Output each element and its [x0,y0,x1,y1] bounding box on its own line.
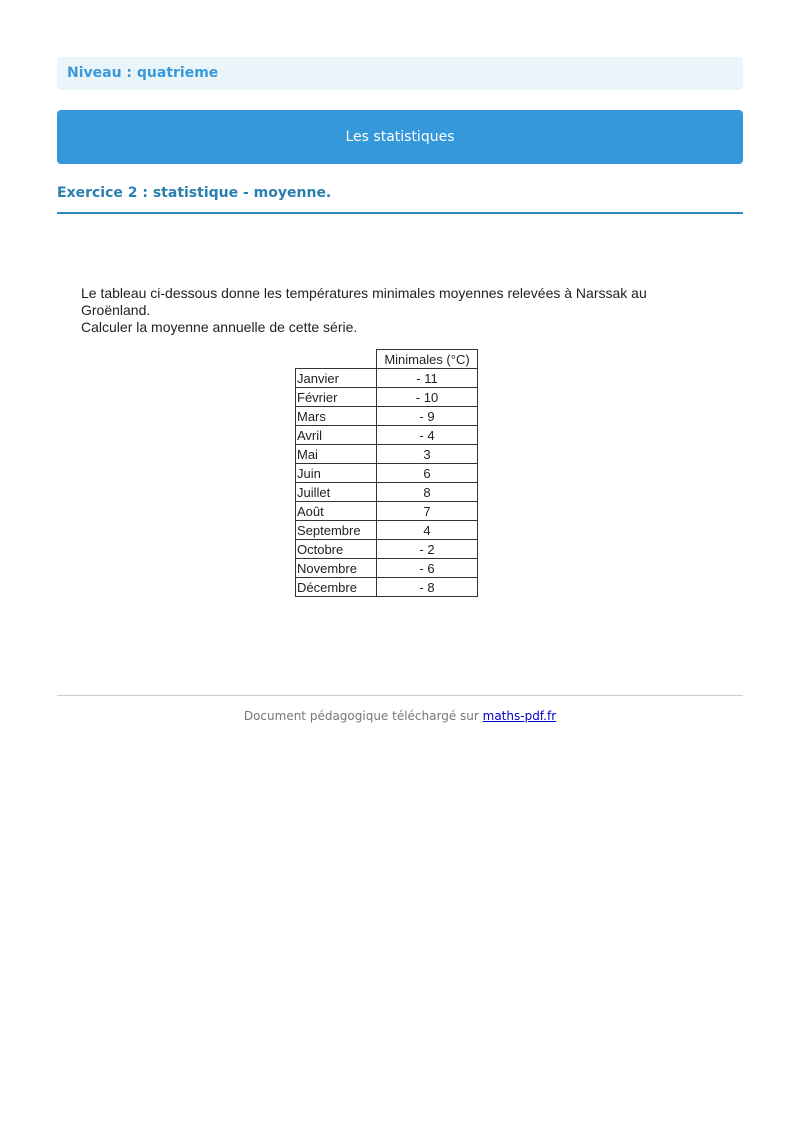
level-label: Niveau : quatrieme [57,57,743,90]
month-cell: Octobre [296,540,377,559]
temperature-table [295,349,478,597]
table-row [296,559,478,578]
footer-text: Document pédagogique téléchargé sur [243,709,483,723]
month-cell: Janvier [296,369,377,388]
table-row [296,464,478,483]
month-cell: Août [296,502,377,521]
month-cell: Septembre [296,521,377,540]
table-row [296,578,478,597]
table-row [296,388,478,407]
table-row [296,540,478,559]
value-cell: - 2 [377,540,478,559]
table-header-row [296,350,478,369]
table-row [296,483,478,502]
value-cell: - 4 [377,426,478,445]
statement-task: Calculer la moyenne annuelle de cette série. [81,319,358,335]
value-cell: - 11 [377,369,478,388]
footer-link[interactable]: maths-pdf.fr [482,709,557,723]
value-cell: 7 [377,502,478,521]
value-cell: - 9 [377,407,478,426]
page-title-banner: Les statistiques [57,110,743,164]
footer-divider [57,695,743,696]
value-cell: - 10 [377,388,478,407]
value-cell: 3 [377,445,478,464]
table-header-minimales: Minimales (°C) [377,350,478,369]
table-row [296,407,478,426]
value-cell: - 8 [377,578,478,597]
month-cell: Juillet [296,483,377,502]
table-row [296,445,478,464]
month-cell: Février [296,388,377,407]
footer [57,709,743,723]
value-cell: 4 [377,521,478,540]
month-cell: Novembre [296,559,377,578]
value-cell: 8 [377,483,478,502]
month-cell: Décembre [296,578,377,597]
month-cell: Mai [296,445,377,464]
table-body [296,369,478,597]
exercise-statement [70,280,710,610]
statement-intro: Le tableau ci-dessous donne les températures minimales moyennes relevées à Narssak au Groënland. [81,285,647,318]
table-row [296,369,478,388]
value-cell: 6 [377,464,478,483]
table-row [296,521,478,540]
month-cell: Juin [296,464,377,483]
month-cell: Mars [296,407,377,426]
table-corner-cell [296,350,377,369]
table-row [296,426,478,445]
table-row [296,502,478,521]
exercise-title: Exercice 2 : statistique - moyenne. [57,185,743,214]
month-cell: Avril [296,426,377,445]
value-cell: - 6 [377,559,478,578]
